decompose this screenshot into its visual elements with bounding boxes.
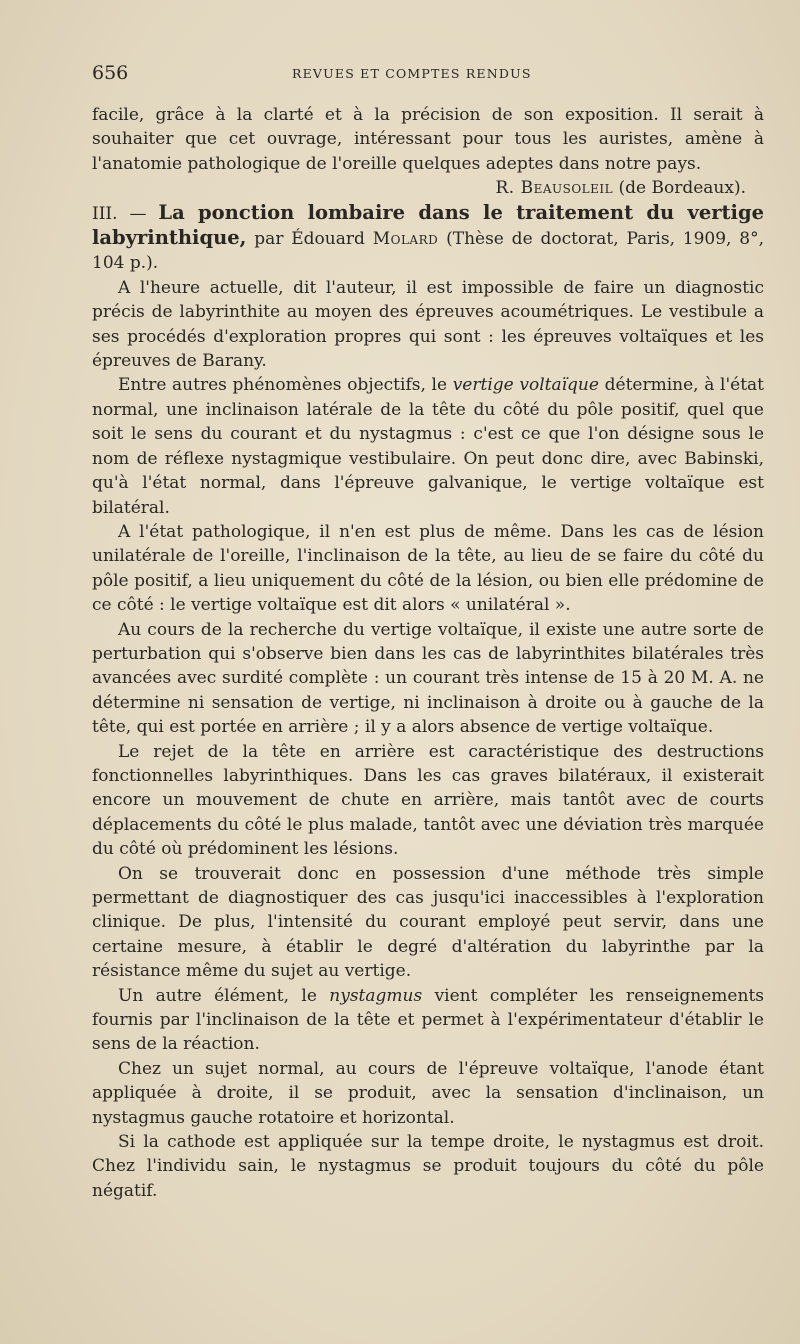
paragraph-6: On se trouverait donc en possession d'une méthode très simple permettant de diagnostiquer des cas jusqu'ici inaccessibles à l'exploration clinique. De plus, l'intensité du courant employé peut servir, dans une certaine mesure, à établir le degré d'altération du labyrinthe par la résistance même du sujet au vertige. bbox=[92, 863, 764, 982]
paragraph-7-end: vient compléter les renseignements fournis par l'inclinaison de la tête et permet à l'expérimentateur d'établir le sens de la réaction. bbox=[92, 985, 764, 1055]
signature-name: R. Beausoleil bbox=[495, 178, 614, 199]
section-number: III. — bbox=[92, 203, 147, 224]
section-citation: (Thèse de doctorat, Paris, 1909, 8°, 104 p.). bbox=[92, 229, 765, 274]
signature-place: (de Bordeaux). bbox=[618, 178, 746, 199]
review-signature bbox=[495, 176, 746, 200]
section-heading bbox=[92, 201, 764, 276]
section-author: Molard bbox=[372, 229, 439, 250]
paragraph-7 bbox=[92, 984, 764, 1057]
paragraph-8: Chez un sujet normal, au cours de l'épreuve voltaïque, l'anode étant appliquée à droite, il se produit, avec la sensation d'inclinaison, un nystagmus gauche rotatoire et horizontal. bbox=[92, 1058, 764, 1128]
paragraph-3: A l'état pathologique, il n'en est plus de même. Dans les cas de lésion unilatérale de l'oreille, l'inclinaison de la tête, au lieu de se faire du côté du pôle positif, a lieu uniquement du côté de la lésion, ou bien elle prédomine de ce côté : le vertige voltaïque est dit alors « unilatéral ». bbox=[92, 521, 764, 616]
paragraph-2-start: Entre autres phénomènes objectifs, le bbox=[118, 375, 448, 396]
review-text: facile, grâce à la clarté et à la précision de son exposition. Il serait à souhaiter que cet ouvrage, intéressant pour tous les auristes, amène à l'anatomie pathologique de l'oreille quelques adeptes dans notre pays. bbox=[92, 105, 764, 174]
page-header bbox=[92, 62, 764, 86]
review-continuation bbox=[92, 103, 764, 176]
paragraph-1: A l'heure actuelle, dit l'auteur, il est impossible de faire un diagnostic précis de labyrinthite au moyen des épreuves acoumétriques. Le vestibule a ses procédés d'exploration propres qui sont : les épreuves voltaïques et les épreuves de Barany. bbox=[92, 277, 764, 372]
paragraph-7-start: Un autre élément, le bbox=[118, 985, 317, 1006]
paragraph-2-end: détermine, à l'état normal, une inclinaison latérale de la tête du côté du pôle positif, quel que soit le sens du courant et du nystagmus : c'est ce que l'on désigne sous le nom de réflexe nystagmique vestibulaire. On peut donc dire, avec Babinski, qu'à l'état normal, dans l'épreuve galvanique, le vertige voltaïque est bilatéral. bbox=[92, 375, 764, 518]
section-title: La ponction lombaire dans le traitement du vertige labyrinthique, bbox=[92, 200, 764, 250]
paragraph-9: Si la cathode est appliquée sur la tempe droite, le nystagmus est droit. Chez l'individu sain, le nystagmus se produit toujours du côté du pôle négatif. bbox=[92, 1132, 764, 1201]
body-text bbox=[92, 103, 764, 1203]
paragraph-5: Le rejet de la tête en arrière est caractéristique des destructions fonctionnelles labyrinthiques. Dans les cas graves bilatéraux, il existerait encore un mouvement de chute en arrière, mais tantôt avec de courts déplacements du côté le plus malade, tantôt avec une déviation très marquée du côté où prédominent les lésions. bbox=[92, 741, 764, 860]
running-title: REVUES ET COMPTES RENDUS bbox=[292, 66, 532, 81]
page-number: 656 bbox=[92, 62, 129, 84]
paragraph-7-emphasis: nystagmus bbox=[329, 985, 423, 1006]
paragraph-2 bbox=[92, 373, 764, 519]
section-by: par Édouard bbox=[254, 229, 365, 250]
review-signature-line bbox=[92, 176, 764, 200]
paragraph-4: Au cours de la recherche du vertige voltaïque, il existe une autre sorte de perturbation qui s'observe bien dans les cas de labyrinthites bilatérales très avancées avec surdité complète : un courant très intense de 15 à 20 M. A. ne détermine ni sensation de vertige, ni inclinaison à droite ou à gauche de la tête, qui est portée en arrière ; il y a alors absence de vertige voltaïque. bbox=[92, 619, 764, 738]
paragraph-2-emphasis: vertige voltaïque bbox=[452, 375, 599, 396]
